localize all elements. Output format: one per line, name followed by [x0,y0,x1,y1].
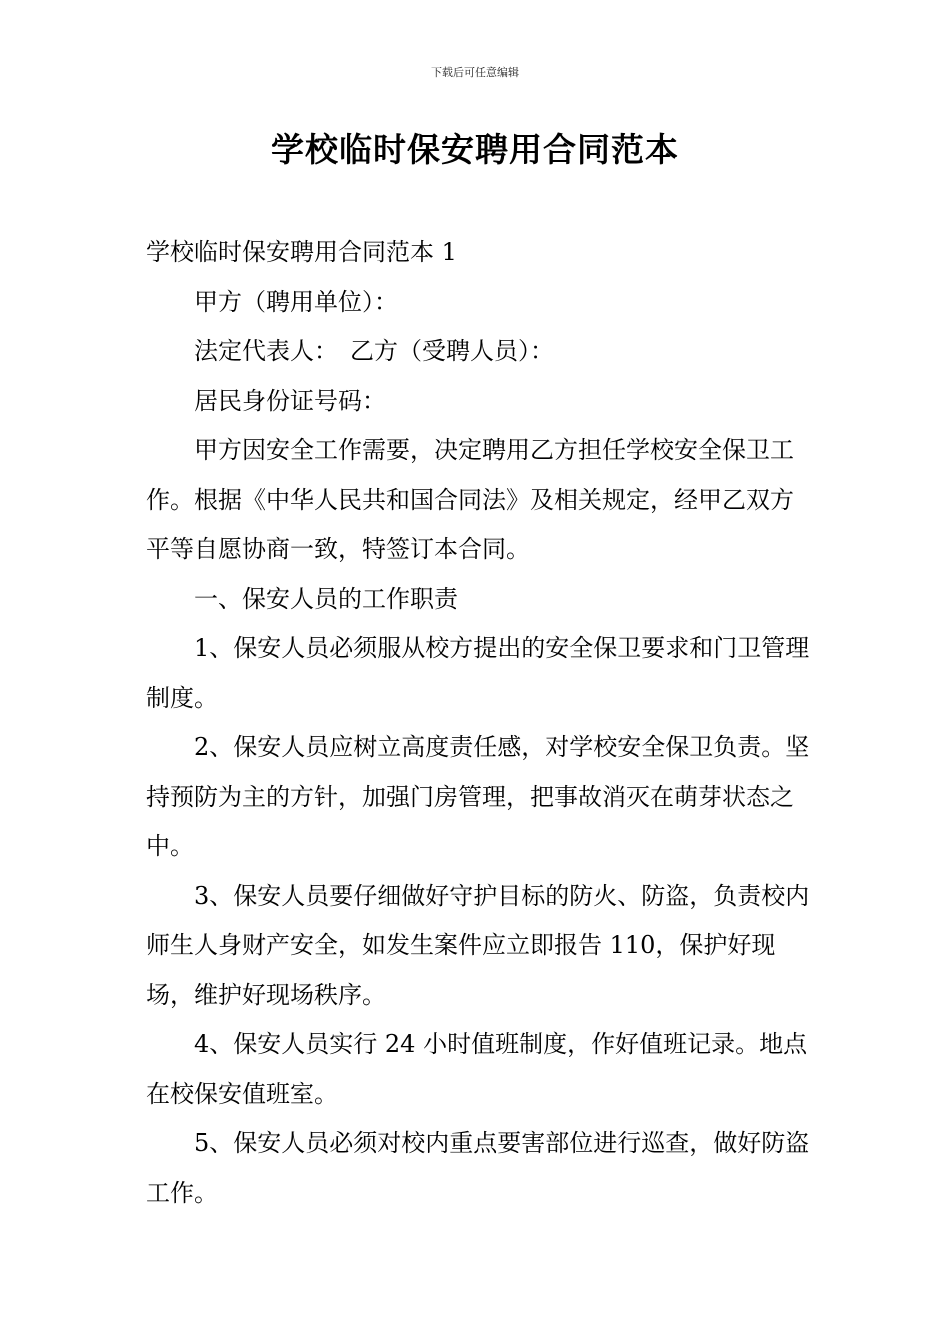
header-note: 下载后可任意编辑 [431,66,519,79]
clause-paragraph: 2、保安人员应树立高度责任感，对学校安全保卫负责。坚持预防为主的方针，加强门房管理，把事故消灭在萌芽状态之中。 [146,733,810,860]
chapter-heading: 一、保安人员的工作职责 [194,584,458,613]
id-number-line: 居民身份证号码： [194,386,386,415]
party-a-line: 甲方（聘用单位）： [194,287,398,316]
section-heading: 学校临时保安聘用合同范本 1 [146,238,457,266]
clause-paragraph: 5、保安人员必须对校内重点要害部位进行巡查，做好防盗工作。 [146,1129,810,1207]
legal-rep-party-b-line: 法定代表人： 乙方（受聘人员）： [194,337,554,365]
clause-paragraph: 3、保安人员要仔细做好守护目标的防火、防盗，负责校内师生人身财产安全，如发生案件应立即报告 110，保护好现场，维护好现场秩序。 [146,881,810,1009]
intro-paragraph: 甲方因安全工作需要，决定聘用乙方担任学校安全保卫工作。根据《中华人民共和国合同法》及相关规定，经甲乙双方平等自愿协商一致，特签订本合同。 [146,436,794,563]
document-body [146,228,810,1218]
clause-paragraph: 1、保安人员必须服从校方提出的安全保卫要求和门卫管理制度。 [146,634,810,712]
clause-paragraph: 4、保安人员实行 24 小时值班制度，作好值班记录。地点在校保安值班室。 [146,1030,808,1108]
page-title: 学校临时保安聘用合同范本 [271,130,679,169]
